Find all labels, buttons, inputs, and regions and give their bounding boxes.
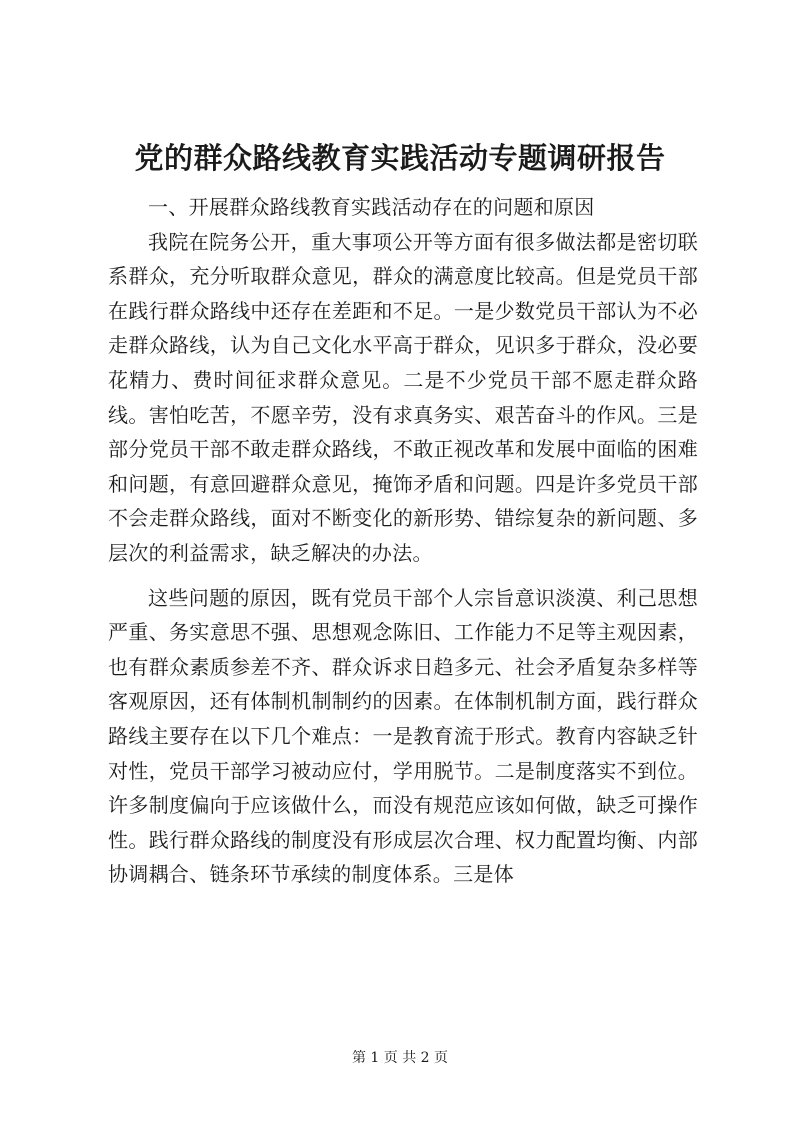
- paragraph-gap: [108, 571, 698, 581]
- document-title: 党的群众路线教育实践活动专题调研报告: [134, 141, 666, 175]
- paragraph-1: 我院在院务公开，重大事项公开等方面有很多做法都是密切联系群众，充分听取群众意见，群众的满意度比较高。但是党员干部在践行群众路线中还存在差距和不足。一是少数党员干部认为不必走群众路线，认为自己文化水平高于群众，见识多于群众，没必要花精力、费时间征求群众意见。二是不少党员干部不愿走群众路线。害怕吃苦，不愿辛劳，没有求真务实、艰苦奋斗的作风。三是部分党员干部不敢走群众路线，不敢正视改革和发展中面临的困难和问题，有意回避群众意见，掩饰矛盾和问题。四是许多党员干部不会走群众路线，面对不断变化的新形势、错综复杂的新问题、多层次的利益需求，缺乏解决的办法。: [108, 229, 698, 565]
- section-heading: 一、开展群众路线教育实践活动存在的问题和原因: [148, 195, 595, 219]
- page-footer: 第 1 页 共 2 页: [351, 1050, 449, 1066]
- document-body: [108, 190, 698, 892]
- paragraph-2: 这些问题的原因，既有党员干部个人宗旨意识淡漠、利己思想严重、务实意思不强、思想观念陈旧、工作能力不足等主观因素，也有群众素质参差不齐、群众诉求日趋多元、社会矛盾复杂多样等客观原因，还有体制机制制约的因素。在体制机制方面，践行群众路线主要存在以下几个难点：一是教育流于形式。教育内容缺乏针对性，党员干部学习被动应付，学用脱节。二是制度落实不到位。许多制度偏向于应该做什么，而没有规范应该如何做，缺乏可操作性。践行群众路线的制度没有形成层次合理、权力配置均衡、内部协调耦合、链条环节承续的制度体系。三是体: [108, 585, 698, 887]
